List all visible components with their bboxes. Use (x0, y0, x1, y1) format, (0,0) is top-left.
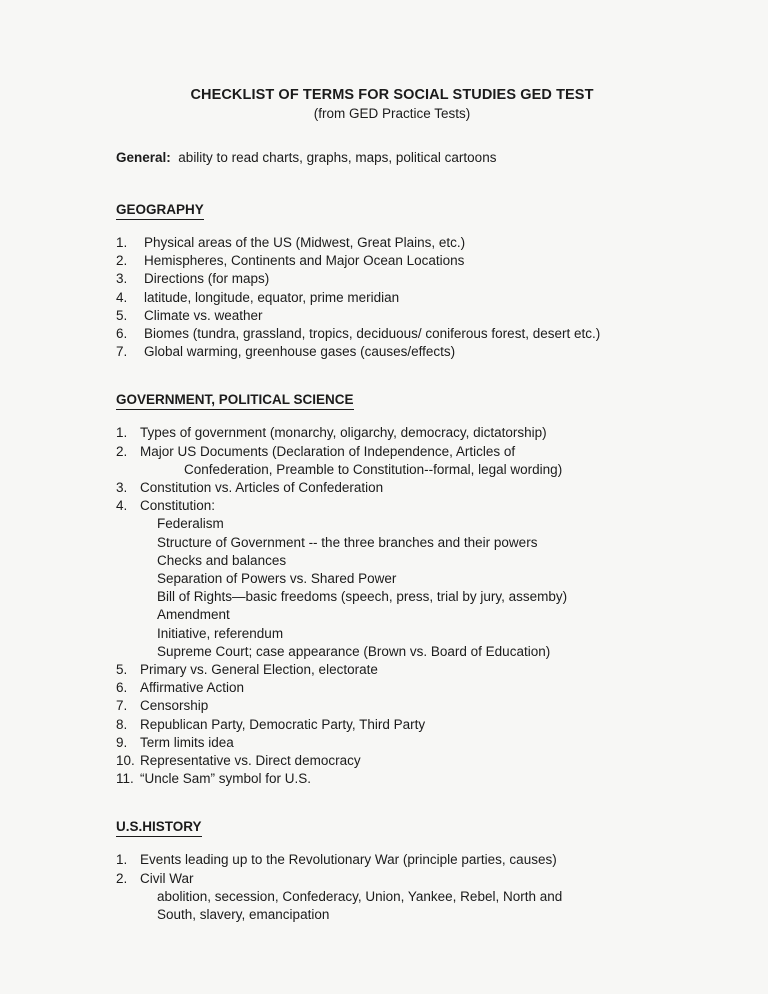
page-subtitle: (from GED Practice Tests) (313, 106, 471, 121)
list-item (116, 289, 668, 307)
numbered-list (116, 234, 668, 361)
list-item-text: Events leading up to the Revolutionary War (principle parties, causes) (140, 852, 557, 868)
document-body (116, 86, 668, 924)
list-item (116, 234, 668, 252)
sub-list-item: abolition, secession, Confederacy, Union, Yankee, Rebel, North and (157, 888, 563, 904)
section-heading-row (116, 818, 668, 837)
list-item-text: Affirmative Action (140, 680, 245, 696)
list-item (116, 734, 668, 752)
list-item (116, 443, 668, 479)
list-item (116, 343, 668, 361)
sub-list-item: Structure of Government -- the three branches and their powers (157, 534, 538, 550)
list-item-number: 4. (116, 498, 128, 514)
list-item-number: 9. (116, 734, 128, 750)
sub-list-item: Initiative, referendum (157, 625, 284, 641)
list-item (116, 770, 668, 788)
numbered-list (116, 851, 668, 924)
list-item-number: 5. (116, 307, 128, 323)
section-us-history (116, 818, 668, 924)
list-item-text: Biomes (tundra, grassland, tropics, deciduous/ coniferous forest, desert etc.) (144, 326, 601, 342)
sub-list-item: Supreme Court; case appearance (Brown vs. Board of Education) (157, 643, 551, 659)
list-item (116, 697, 668, 715)
section-heading: GOVERNMENT, POLITICAL SCIENCE (116, 391, 354, 410)
list-item-number: 1. (116, 425, 128, 441)
list-item-text: Physical areas of the US (Midwest, Great Plains, etc.) (144, 235, 466, 250)
list-item-number: 4. (116, 289, 128, 305)
list-item-text: Constitution: (140, 498, 216, 514)
list-item (116, 851, 668, 869)
section-heading-row (116, 391, 668, 410)
list-item-text: Civil War (140, 870, 194, 886)
sub-list-item: South, slavery, emancipation (157, 907, 330, 923)
sub-list (140, 888, 668, 924)
list-item-number: 7. (116, 344, 128, 360)
list-item-text: latitude, longitude, equator, prime meridian (144, 289, 400, 305)
list-item-number: 3. (116, 480, 128, 496)
list-item (116, 424, 668, 442)
list-item-text: Primary vs. General Election, electorate (140, 662, 378, 678)
list-item-text: Hemispheres, Continents and Major Ocean Locations (144, 253, 465, 269)
sub-list-item: Bill of Rights—basic freedoms (speech, press, trial by jury, assemby) (157, 589, 568, 605)
general-text-value: ability to read charts, graphs, maps, political cartoons (178, 150, 497, 165)
list-item-number: 6. (116, 680, 128, 696)
section-heading-row (116, 201, 668, 220)
list-item (116, 752, 668, 770)
sub-list (140, 515, 668, 661)
list-item-number: 1. (116, 235, 128, 250)
sub-list-item: Separation of Powers vs. Shared Power (157, 571, 397, 587)
page-title: CHECKLIST OF TERMS FOR SOCIAL STUDIES GED TEST (190, 87, 594, 103)
list-item-number: 2. (116, 253, 128, 269)
list-item-continuation: Confederation, Preamble to Constitution--formal, legal wording) (184, 461, 563, 477)
list-item (116, 479, 668, 497)
general-text (171, 150, 497, 165)
list-item-number: 6. (116, 326, 128, 342)
section-geography (116, 201, 668, 361)
section-heading: GEOGRAPHY (116, 201, 204, 220)
list-item-text: Republican Party, Democratic Party, Third Party (140, 716, 426, 732)
list-item-text: Constitution vs. Articles of Confederation (140, 480, 384, 496)
list-item (116, 325, 668, 343)
sub-list-item: Federalism (157, 516, 224, 532)
list-item (116, 870, 668, 925)
list-item-text: Directions (for maps) (144, 271, 270, 287)
section-heading: U.S.HISTORY (116, 818, 202, 837)
numbered-list (116, 424, 668, 788)
list-item-text: Global warming, greenhouse gases (causes/effects) (144, 344, 456, 360)
list-item (116, 307, 668, 325)
list-item-text: Types of government (monarchy, oligarchy, democracy, dictatorship) (140, 425, 547, 441)
list-item (116, 661, 668, 679)
list-item-number: 11. (116, 771, 134, 787)
general-note (116, 149, 668, 167)
list-item-text: Term limits idea (140, 734, 234, 750)
list-item-number: 8. (116, 716, 128, 732)
list-item-number: 5. (116, 662, 128, 678)
sections-container (116, 201, 668, 924)
list-item (116, 716, 668, 734)
list-item-text: Censorship (140, 698, 209, 714)
title-block (116, 86, 668, 123)
section-government-political-science (116, 391, 668, 788)
list-item-number: 2. (116, 443, 128, 459)
list-item-text: Major US Documents (Declaration of Independence, Articles of (140, 443, 516, 459)
list-item (116, 497, 668, 661)
list-item (116, 270, 668, 288)
list-item-text: “Uncle Sam” symbol for U.S. (140, 771, 312, 787)
list-item (116, 252, 668, 270)
general-label: General: (116, 150, 171, 165)
sub-list-item: Amendment (157, 607, 230, 623)
list-item-number: 3. (116, 271, 128, 287)
list-item (116, 679, 668, 697)
list-item-number: 10. (116, 753, 135, 769)
list-item-text: Climate vs. weather (144, 307, 263, 323)
sub-list-item: Checks and balances (157, 552, 287, 568)
list-item-text: Representative vs. Direct democracy (140, 753, 361, 769)
list-item-number: 2. (116, 870, 128, 886)
list-item-number: 7. (116, 698, 128, 714)
list-item-number: 1. (116, 852, 128, 868)
